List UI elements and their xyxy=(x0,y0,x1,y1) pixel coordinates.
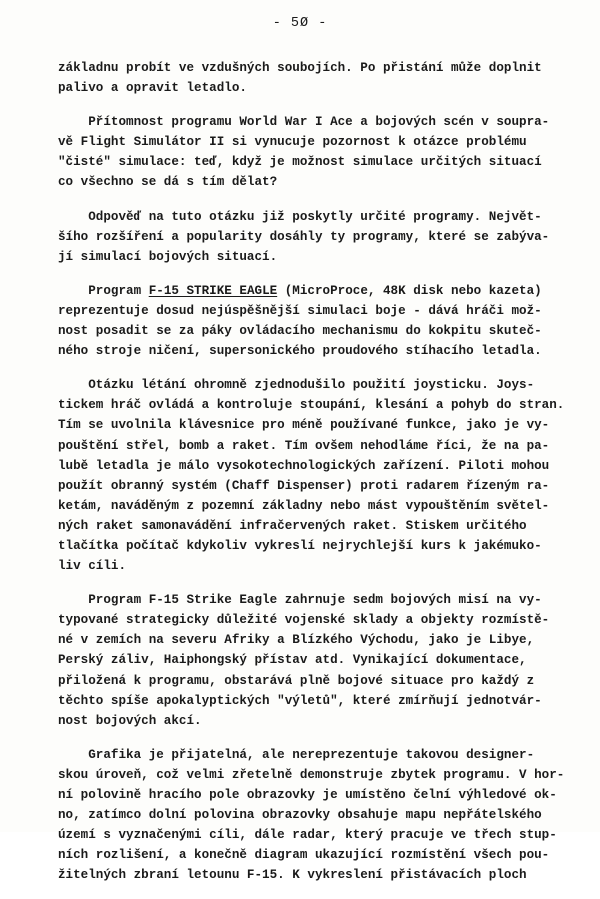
text-line: nost posadit se za páky ovládacího mechanismu do kokpitu skuteč- xyxy=(58,324,542,339)
paragraph xyxy=(58,112,562,192)
line-suffix: (MicroProce, 48K disk nebo kazeta) xyxy=(277,283,542,298)
text-line: přiložená k programu, obstarává plně bojové situace pro každý z xyxy=(58,673,535,688)
text-line: "čisté" simulace: teď, když je možnost simulace určitých situací xyxy=(58,155,542,170)
text-line: základnu probít ve vzdušných soubojích. Po přistání může doplnit xyxy=(58,61,542,75)
paragraph xyxy=(58,58,562,98)
text-line: reprezentuje dosud nejúspěšnější simulaci boje - dává hráči mož- xyxy=(58,303,542,318)
text-line: tickem hráč ovládá a kontroluje stoupání, klesání a pohyb do stran. xyxy=(58,398,565,413)
text-line: Tím se uvolnila klávesnice pro méně používané funkce, jako je vy- xyxy=(58,418,550,433)
text-line: šího rozšíření a popularity dosáhly ty programy, které se zabýva- xyxy=(58,229,550,244)
text-line: ní polovině hracího pole obrazovky je umístěno čelní výhledové ok- xyxy=(58,788,557,802)
paragraph xyxy=(58,375,565,576)
text-line: typované strategicky důležité vojenské sklady a objekty rozmístě- xyxy=(58,613,550,628)
text-line: né v zemích na severu Afriky a Blízkého Východu, jako je Libye, xyxy=(58,633,535,648)
text-line: ketám, naváděným z pozemní základny nebo mást vypouštěním světel- xyxy=(58,498,550,513)
page-number: - 5Ø - xyxy=(272,16,328,31)
paragraph xyxy=(58,207,562,267)
text-line: vě Flight Simulátor II si vynucuje pozornost k otázce problému xyxy=(58,135,527,150)
text-line: no, zatímco dolní polovina obrazovky obsahuje mapu nepřátelského xyxy=(58,808,542,823)
text-line: skou úroveň, což velmi zřetelně demonstruje zbytek programu. V hor- xyxy=(58,767,565,782)
text-line: co všechno se dá s tím dělat? xyxy=(58,175,278,190)
text-line: použít obranný systém (Chaff Dispenser) proti radarem řízeným ra- xyxy=(58,478,550,493)
text-line: ních rozlišení, a konečně diagram ukazující rozmístění všech pou- xyxy=(58,848,550,863)
text-line: lubě letadla je málo vysokotechnologických zařízení. Piloti mohou xyxy=(58,458,550,473)
text-line: ných raket samonavádění infračervených raket. Stiskem určitého xyxy=(58,518,527,533)
text-line: Odpověď na tuto otázku již poskytly určité programy. Největ- xyxy=(58,209,542,224)
line-prefix: Program xyxy=(58,283,149,298)
paragraph xyxy=(58,590,562,731)
text-line: jí simulací bojových situací. xyxy=(58,249,278,264)
text-line: pouštění střel, bomb a raket. Tím ovšem nehodláme říci, že na pa- xyxy=(58,438,550,453)
text-line: Grafika je přijatelná, ale nereprezentuje takovou designer- xyxy=(58,747,535,762)
text-line: liv cíli. xyxy=(58,559,127,574)
text-line: palivo a opravit letadlo. xyxy=(58,81,247,96)
paragraph xyxy=(58,281,562,361)
text-line: Otázku létání ohromně zjednodušilo použití joysticku. Joys- xyxy=(58,378,535,393)
text-line: Přítomnost programu World War I Ace a bojových scén v soupra- xyxy=(58,115,550,130)
text-line: těchto spíše apokalyptických "výletů", které zmírňují jednotvár- xyxy=(58,693,542,708)
text-line: nost bojových akcí. xyxy=(58,713,202,728)
text-line: tlačítka počítač kdykoliv vykreslí nejrychlejší kurs k jakémuko- xyxy=(58,538,542,553)
text-line-with-title xyxy=(58,281,562,301)
paragraph xyxy=(58,745,565,886)
text-line: Program F-15 Strike Eagle zahrnuje sedm bojových misí na vy- xyxy=(58,593,542,608)
body-text xyxy=(58,58,565,899)
text-line: Perský záliv, Haiphongský přístav atd. Vynikající dokumentace, xyxy=(58,653,527,668)
text-line: ného stroje ničení, supersonického proudového stíhacího letadla. xyxy=(58,344,542,359)
text-line: žitelných zbraní letounu F-15. K vykreslení přistávacích ploch xyxy=(58,868,527,883)
program-title-underlined: F-15 STRIKE EAGLE xyxy=(148,283,278,298)
text-line: území s vyznačenými cíli, dále radar, který pracuje ve třech stup- xyxy=(58,828,557,843)
